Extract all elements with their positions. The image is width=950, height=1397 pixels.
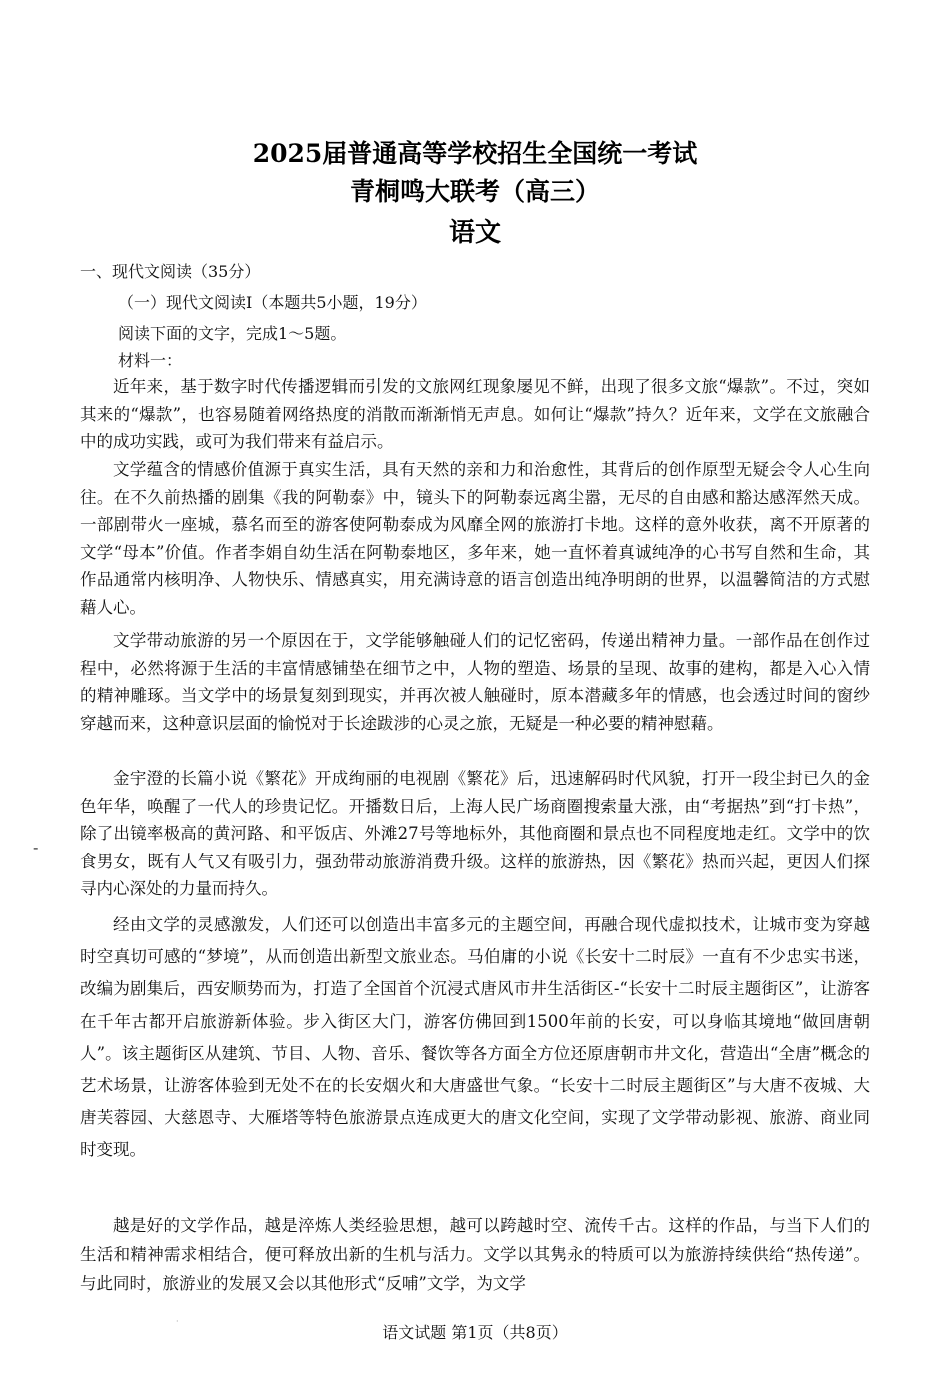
paragraph-6: 越是好的文学作品，越是淬炼人类经验思想，越可以跨越时空、流传千古。这样的作品，与当下人们的生活和精神需求相结合，便可释放出新的生机与活力。文学以其隽永的特质可以为旅游持续供给“热传递”。与此同时，旅游业的发展又会以其他形式“反哺”文学，为文学: [80, 1216, 870, 1293]
subject-title: 语文: [448, 218, 501, 248]
paragraph-2: 文学蕴含的情感价值源于真实生活，具有天然的亲和力和治愈性，其背后的创作原型无疑会令人心生向往。在不久前热播的剧集《我的阿勒泰》中，镜头下的阿勒泰远离尘嚣，无尽的自由感和豁达感浑然天成。一部剧带火一座城，慕名而至的游客使阿勒泰成为风靡全网的旅游打卡地。这样的意外收获，离不开原著的文学“母本”价值。作者李娟自幼生活在阿勒泰地区，多年来，她一直怀着真诚纯净的心书写自然和生命，其作品通常内核明净、人物快乐、情感真实，用充满诗意的语言创造出纯净明朗的世界，以温馨简洁的方式慰藉人心。: [80, 460, 870, 617]
paragraph-5: 经由文学的灵感激发，人们还可以创造出丰富多元的主题空间，再融合现代虚拟技术，让城市变为穿越时空真切可感的“梦境”，从而创造出新型文旅业态。马伯庸的小说《长安十二时辰》一直有不少忠实书迷，改编为剧集后，西安顺势而为，打造了全国首个沉浸式唐风市井生活街区-“长安十二时辰主题街区”，让游客在千年古都开启旅游新体验。步入街区大门，游客仿佛回到1500年前的长安，可以身临其境地“做回唐朝人”。该主题街区从建筑、节目、人物、音乐、餐饮等各方面全方位还原唐朝市井文化，营造出“全唐”概念的艺术场景，让游客体验到无处不在的长安烟火和大唐盛世气象。“长安十二时辰主题街区”与大唐不夜城、大唐芙蓉园、大慈恩寺、大雁塔等特色旅游景点连成更大的唐文化空间，实现了文学带动影视、旅游、商业同时变现。: [80, 915, 870, 1160]
exam-subtitle: 青桐鸣大联考（高三）: [349, 177, 600, 206]
paragraph-4: 金宇澄的长篇小说《繁花》开成绚丽的电视剧《繁花》后，迅速解码时代风貌，打开一段尘封已久的金色年华，唤醒了一代人的珍贵记忆。开播数日后，上海人民广场商圈搜索量大涨，由“考据热”到“打卡热”，除了出镜率极高的黄河路、和平饭店、外滩27号等地标外，其他商圈和景点也不同程度地走红。文学中的饮食男女，既有人气又有吸引力，强劲带动旅游消费升级。这样的旅游热，因《繁花》热而兴起，更因人们探寻内心深处的力量而持久。: [80, 769, 870, 898]
margin-mark: -: [33, 838, 39, 857]
paragraph-3: 文学带动旅游的另一个原因在于，文学能够触碰人们的记忆密码，传递出精神力量。一部作品在创作过程中，必然将源于生活的丰富情感铺垫在细节之中，人物的塑造、场景的呈现、故事的建构，都是入心入情的精神雕琢。当文学中的场景复刻到现实，并再次被人触碰时，原本潜藏多年的情感，也会透过时间的窗纱穿越而来，这种意识层面的愉悦对于长途跋涉的心灵之旅，无疑是一种必要的精神慰藉。: [80, 631, 870, 733]
scan-dot: ·: [176, 1317, 179, 1326]
subsection-heading: （一）现代文阅读Ⅰ（本题共5小题，19分）: [118, 293, 427, 312]
page-footer: 语文试题 第1页（共8页）: [382, 1323, 568, 1342]
instruction-text: 阅读下面的文字，完成1～5题。: [118, 324, 347, 343]
paragraph-1: 近年来，基于数字时代传播逻辑而引发的文旅网红现象屡见不鲜，出现了很多文旅“爆款”。不过，突如其来的“爆款”，也容易随着网络热度的消散而渐渐悄无声息。如何让“爆款”持久？近年来，文学在文旅融合中的成功实践，或可为我们带来有益启示。: [80, 377, 870, 451]
material-label: 材料一：: [118, 351, 183, 370]
exam-title: 2025届普通高等学校招生全国统一考试: [252, 139, 698, 168]
section-heading: 一、现代文阅读（35分）: [80, 262, 261, 281]
